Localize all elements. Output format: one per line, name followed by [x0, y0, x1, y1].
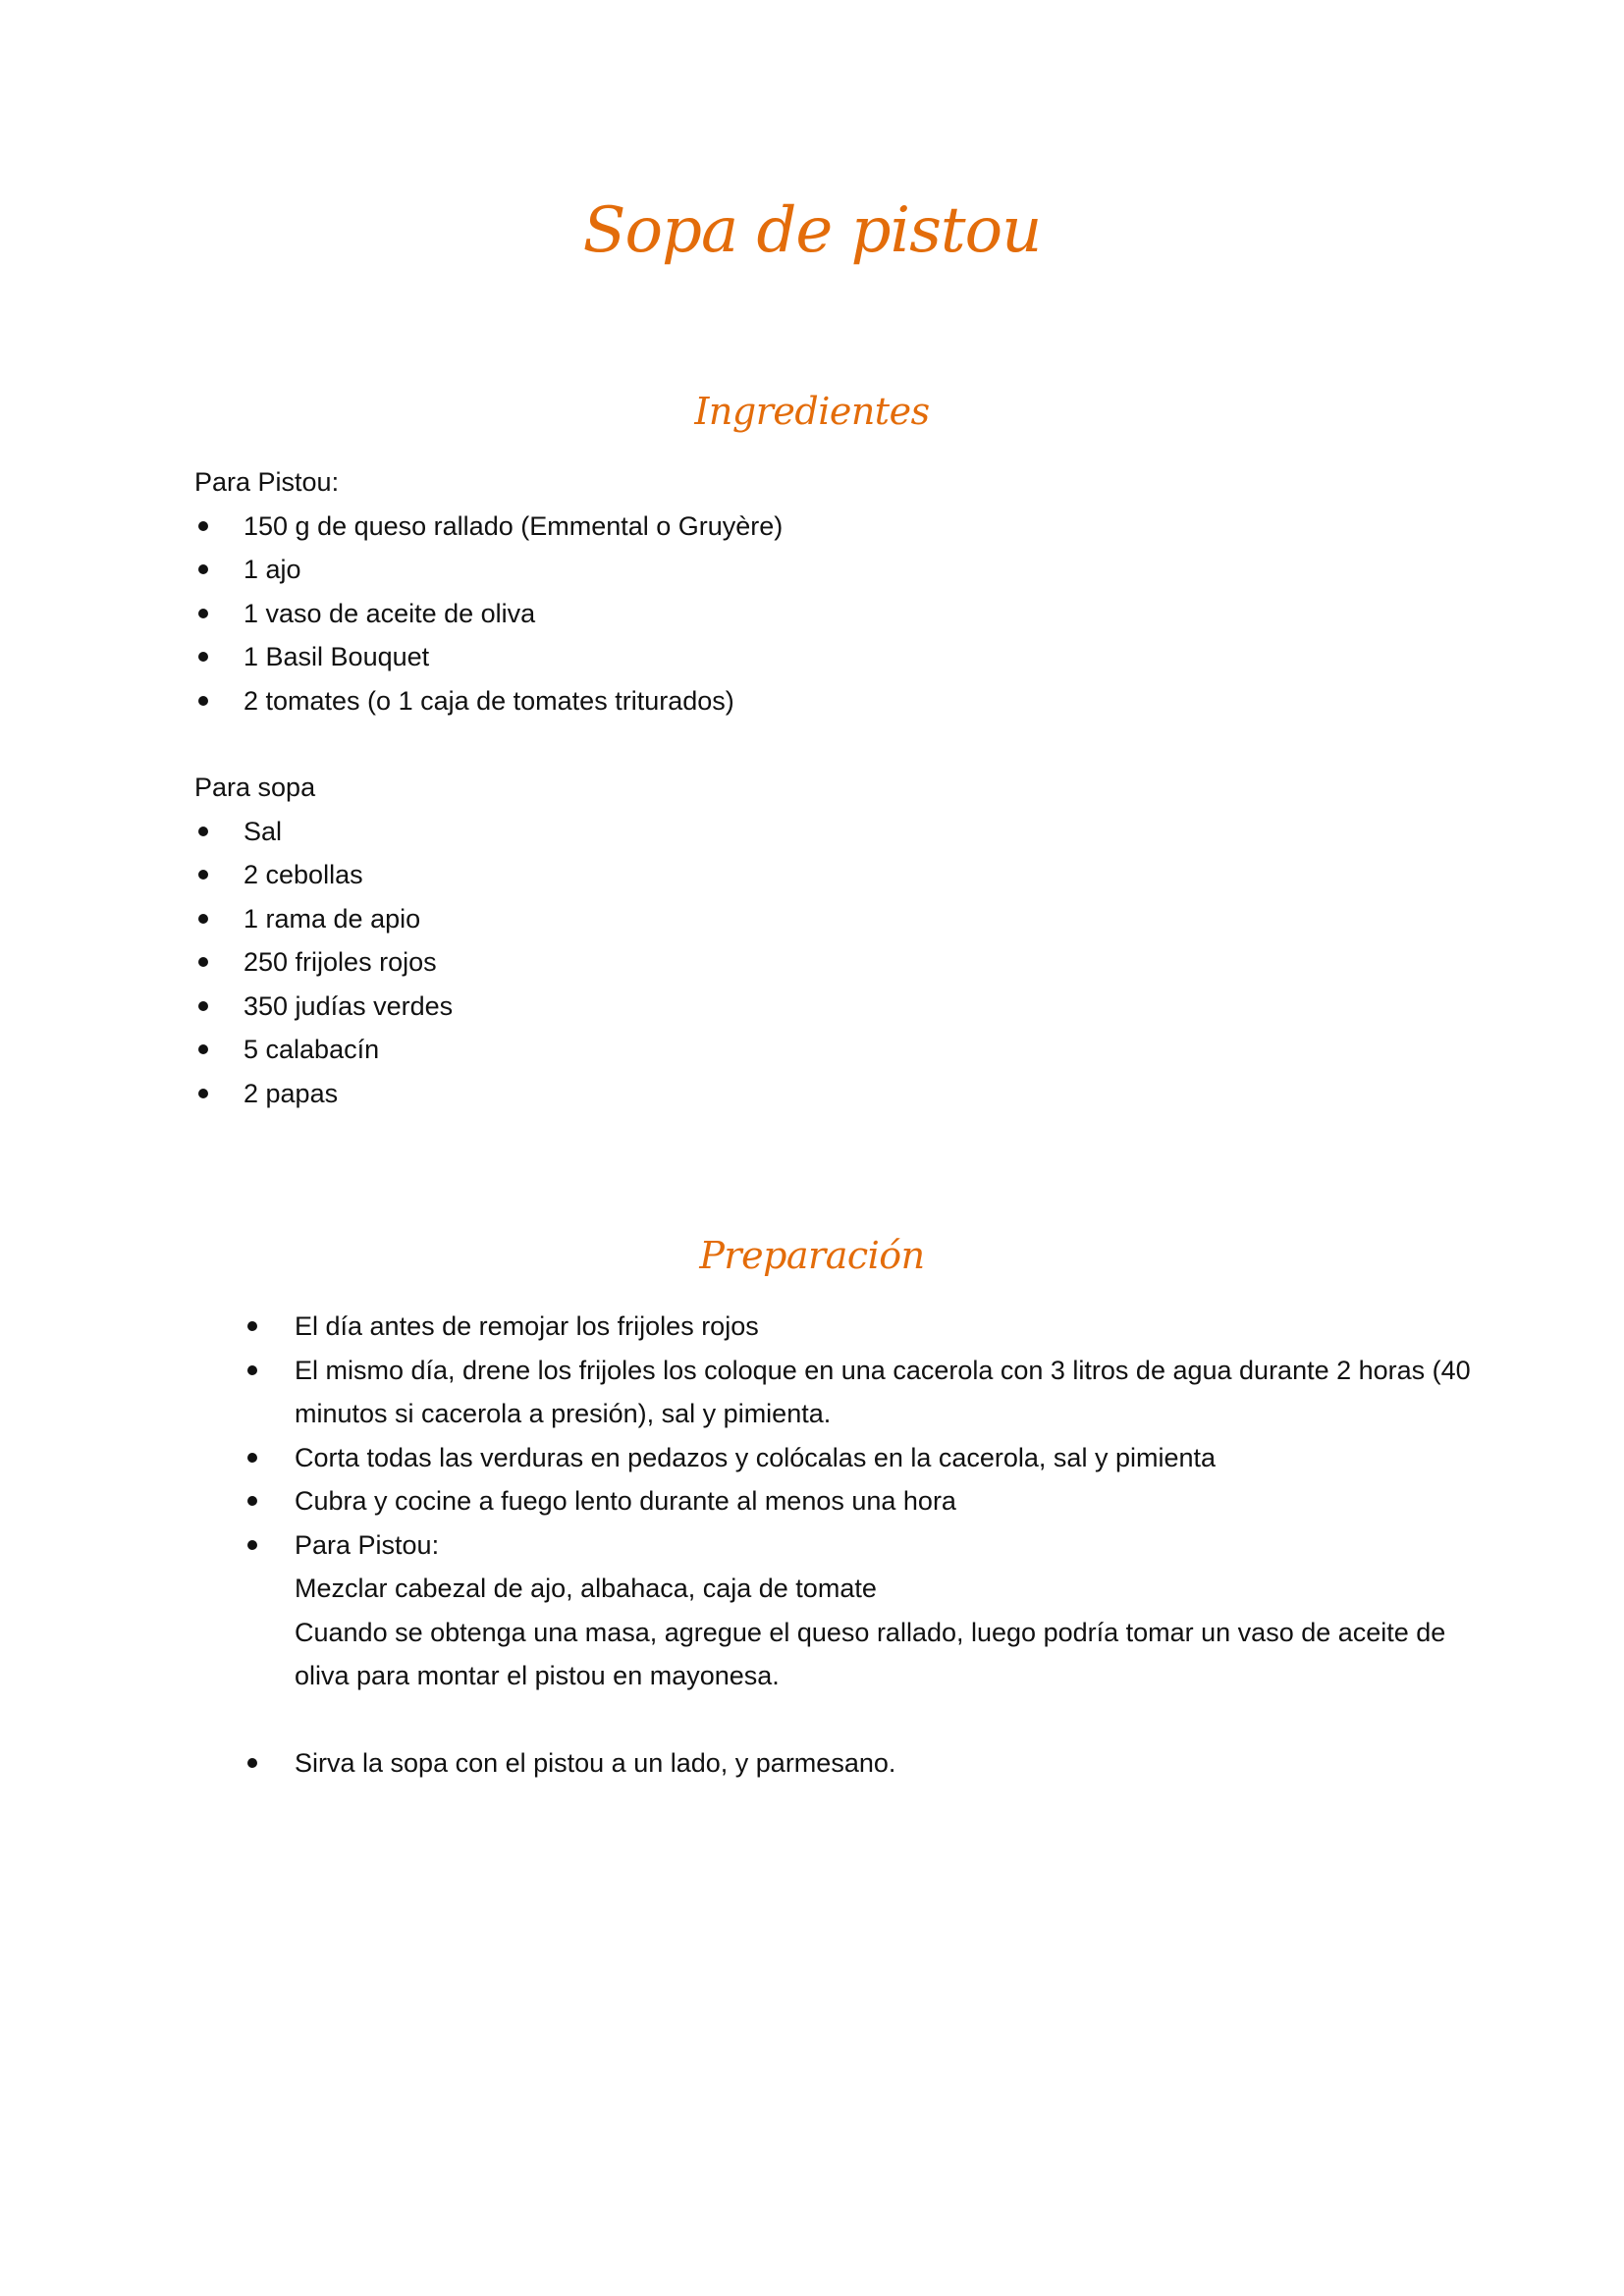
bullet-icon [247, 1321, 257, 1331]
bullet-icon [198, 652, 208, 662]
list-item [244, 1305, 1520, 1349]
step-text: oliva para montar el pistou en mayonesa. [295, 1661, 780, 1690]
list-item [194, 635, 783, 679]
preparation-steps [244, 1305, 1520, 1785]
list-item [194, 505, 783, 549]
bullet-icon [198, 1089, 208, 1098]
list-item [244, 1479, 1520, 1523]
step-text: El día antes de remojar los frijoles rojos [295, 1311, 759, 1341]
step-text: El mismo día, drene los frijoles los coloque en una cacerola con 3 litros de agua durante 2 horas (40 [295, 1355, 1471, 1385]
ingredient-text: Sal [244, 816, 283, 846]
bullet-icon [198, 1001, 208, 1011]
ingredient-text: 5 calabacín [244, 1035, 380, 1064]
list-item [194, 1028, 453, 1072]
list-item [244, 1349, 1520, 1436]
bullet-icon [198, 521, 208, 531]
pistou-ingredients-label: Para Pistou: [194, 467, 340, 497]
ingredient-text: 250 frijoles rojos [244, 947, 437, 977]
list-item [194, 1072, 453, 1116]
step-text: minutos si cacerola a presión), sal y pimienta. [295, 1399, 832, 1428]
list-item [194, 853, 453, 897]
list-item [194, 810, 453, 854]
ingredients-heading: Ingredientes [694, 390, 930, 433]
sopa-ingredients-list [194, 810, 453, 1116]
bullet-icon [247, 1496, 257, 1506]
list-item [194, 592, 783, 636]
ingredient-text: 350 judías verdes [244, 990, 454, 1021]
bullet-icon [198, 609, 208, 618]
ingredient-text: 1 vaso de aceite de oliva [244, 598, 536, 628]
list-item [244, 1741, 1520, 1786]
ingredient-text: 2 papas [244, 1078, 339, 1108]
bullet-icon [198, 870, 208, 880]
bullet-icon [247, 1540, 257, 1550]
list-item [194, 940, 453, 985]
bullet-icon [247, 1453, 257, 1463]
list-item [194, 679, 783, 723]
list-item [244, 1523, 1520, 1698]
step-text: Mezclar cabezal de ajo, albahaca, caja de tomate [295, 1574, 877, 1603]
step-text: Cuando se obtenga una masa, agregue el queso rallado, luego podría tomar un vaso de aceite de [295, 1617, 1446, 1647]
ingredient-text: 2 tomates (o 1 caja de tomates triturados) [244, 685, 734, 716]
bullet-icon [247, 1365, 257, 1375]
step-text: Cubra y cocine a fuego lento durante al menos una hora [295, 1486, 956, 1516]
list-item [194, 548, 783, 592]
list-item [194, 897, 453, 941]
step-text: Sirva la sopa con el pistou a un lado, y parmesano. [295, 1747, 896, 1778]
ingredient-text: 150 g de queso rallado (Emmental o Gruyère) [244, 510, 784, 541]
sopa-ingredients-label: Para sopa [194, 773, 316, 802]
preparation-heading: Preparación [699, 1234, 925, 1277]
bullet-icon [198, 564, 208, 574]
bullet-icon [198, 696, 208, 706]
preparation-list [244, 1305, 1520, 1785]
pistou-ingredients-list [194, 505, 783, 723]
bullet-icon [247, 1758, 257, 1768]
page-title: Sopa de pistou [582, 194, 1042, 267]
bullet-icon [198, 827, 208, 836]
bullet-icon [198, 1044, 208, 1054]
list-spacer [244, 1698, 1520, 1741]
step-text: Para Pistou: [295, 1529, 440, 1560]
ingredient-text: 2 cebollas [244, 860, 363, 889]
bullet-icon [198, 957, 208, 967]
bullet-icon [198, 914, 208, 924]
ingredient-text: 1 Basil Bouquet [244, 642, 430, 671]
sopa-ingredients-group [194, 766, 453, 1115]
ingredient-text: 1 ajo [244, 555, 301, 584]
step-text: Corta todas las verduras en pedazos y colócalas en la cacerola, sal y pimienta [295, 1442, 1216, 1472]
pistou-ingredients-group [194, 460, 783, 722]
list-item [194, 985, 453, 1029]
ingredient-text: 1 rama de apio [244, 903, 421, 934]
list-item [244, 1436, 1520, 1480]
